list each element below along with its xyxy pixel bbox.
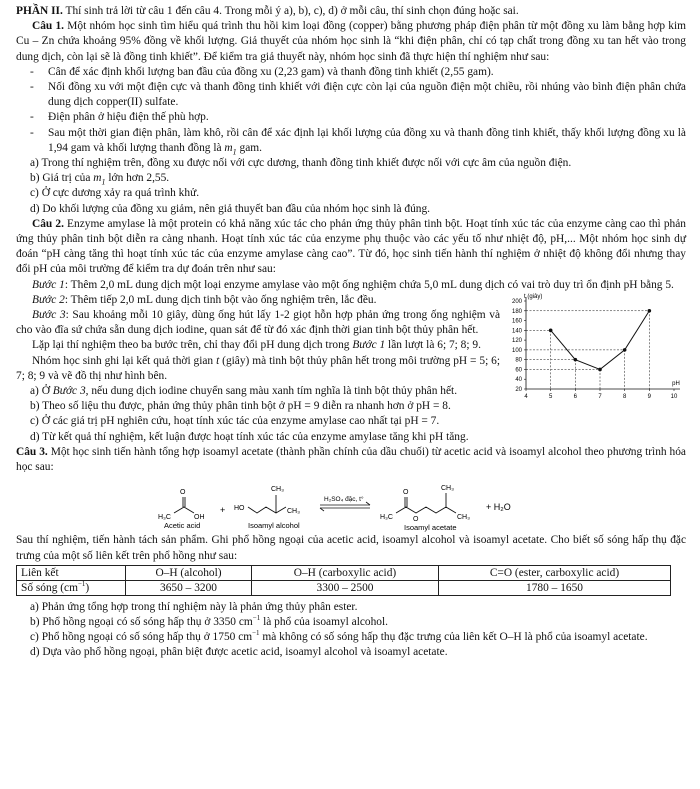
table-header: O–H (carboxylic acid) <box>251 565 438 580</box>
x-axis-label: pH <box>672 380 680 387</box>
x-tick-label: 4 <box>524 393 528 400</box>
acetic-oh: OH <box>194 514 205 522</box>
x-tick-label: 7 <box>598 393 602 400</box>
q1-step: - Điện phân ở hiệu điện thế phù hợp. <box>16 110 686 125</box>
plus-sign: + <box>220 505 226 516</box>
q2-step2: Bước 2: Thêm tiếp 2,0 mL dung dịch tinh bột vào ống nghiệm trên, lắc đều. <box>32 293 377 306</box>
alcohol-ch3-end: CH₃ <box>287 508 300 516</box>
acetic-o: O <box>180 489 186 497</box>
q3-stem: Câu 3. Một học sinh tiến hành tổng hợp isoamyl acetate (thành phần chính của dầu chuối) từ acetic acid và isoamyl alcohol theo phương trình hóa học sau: <box>16 445 686 474</box>
y-tick-label: 60 <box>515 367 522 374</box>
q1-step: - Nối đồng xu với một điện cực và thanh đồng tinh khiết với điện cực còn lại của nguồn điện một chiều, rồi nhúng vào bình điện phân chứa dung dịch copper(II) sulfate. <box>16 80 686 110</box>
y-tick-label: 20 <box>515 386 522 393</box>
data-point <box>623 348 627 352</box>
table-row <box>17 565 671 580</box>
x-tick-label: 6 <box>573 393 578 400</box>
acetate-o-top: O <box>403 489 409 497</box>
y-axis-label: t (giây) <box>524 293 543 300</box>
part2-title: PHẦN II. <box>16 5 63 17</box>
q2-option-b: b) Theo số liệu thu được, phản ứng thủy phân tinh bột ở pH = 9 diễn ra nhanh hơn ở pH = 8. <box>30 400 451 413</box>
q2-step3: Bước 3: Sau khoảng mỗi 10 giây, dùng ống hút lấy 1-2 giọt hỗn hợp phản ứng trong ống nghiệm và cho vào đĩa sứ chứa sẵn dung dịch iodine, quan sát để từ đó xác định thời gian tinh bột thủy phân hết. <box>16 309 500 337</box>
exam-page <box>16 4 686 661</box>
table-cell: 3650 – 3200 <box>126 580 252 595</box>
y-tick-label: 140 <box>511 328 522 335</box>
series-line <box>551 311 650 370</box>
q3-option-b: b) Phổ hồng ngoại có số sóng hấp thụ ở 3350 $cm^{-1}$ là phổ của isoamyl alcohol. <box>30 614 389 628</box>
y-tick-label: 120 <box>511 337 522 344</box>
q1-step: - Sau một thời gian điện phân, làm khô, rồi cân để xác định lại khối lượng của đồng xu và thanh đồng tinh khiết, thấy khối lượng đồng xu là 1,94 gam và khối lượng thanh đồng là $m_1$ gam. <box>16 126 686 156</box>
x-tick-label: 9 <box>647 393 652 400</box>
q1-option-b: b) Giá trị của $m_1$ lớn hơn 2,55. <box>30 172 170 187</box>
y-tick-label: 40 <box>515 377 522 384</box>
catalyst-label: H₂SO₄ đặc, t° <box>324 496 364 504</box>
ir-table <box>16 565 671 596</box>
table-header: O–H (alcohol) <box>126 565 252 580</box>
q2-option-a: a) Ở Bước 3, nếu dung dịch iodine chuyển sang màu xanh tím nghĩa là tinh bột thủy phân hết. <box>30 385 458 398</box>
reaction-scheme-svg <box>156 477 556 533</box>
reaction-scheme <box>16 477 686 533</box>
isoamyl-alcohol-structure <box>248 495 286 513</box>
table-row <box>17 580 671 595</box>
water-product: + H₂O <box>486 502 511 513</box>
q1-steps <box>16 65 686 156</box>
q3-option-a: a) Phản ứng tổng hợp trong thí nghiệm này là phản ứng thủy phân ester. <box>30 600 358 613</box>
isoamyl-acetate-label: Isoamyl acetate <box>404 523 457 533</box>
q1-option-d: d) Do khối lượng của đồng xu giảm, nên giả thuyết ban đầu của nhóm học sinh là đúng. <box>30 202 431 215</box>
y-tick-label: 200 <box>511 298 522 305</box>
data-point <box>574 358 578 362</box>
q1-option-c: c) Ở cực dương xảy ra quá trình khử. <box>30 187 200 200</box>
q1-stem: Câu 1. Một nhóm học sinh tìm hiểu quá trình thu hồi kim loại đồng (copper) bằng phương pháp điện phân từ một đồng xu làm bằng hợp kim Cu – Zn chứa khoảng 95% đồng về khối lượng. Giả thuyết của nhóm học sinh là “khi điện phân, chỉ có tạp chất trong đồng xu tan hết vào trong dung dịch, còn lại sẽ là đồng tinh khiết”. Để kiểm tra giả thuyết này, nhóm học sinh đã thực hiện thí nghiệm như sau: <box>16 20 686 63</box>
table-cell: Số sóng $(cm^{-1})$ <box>17 580 126 595</box>
table-cell: 1780 – 1650 <box>438 580 670 595</box>
acetate-ch3-top: CH₃ <box>441 485 454 493</box>
q2-stem: Câu 2. Enzyme amylase là một protein có khả năng xúc tác cho phản ứng thủy phân tinh bột. Hoạt tính xúc tác của enzyme càng cao thì phản ứng thủy phân tinh bột diễn ra càng nhanh. Hoạt tính xúc tác của enzyme phụ thuộc vào các yếu tố như nhiệt độ, pH,... Một nhóm học sinh dự đoán “pH càng tăng thì hoạt tính xúc tác của enzyme amylase càng cao”. Từ đó, học sinh tiến hành thí nghiệm ở nhiệt độ không đổi nhưng thay đổi pH của môi trường để kiểm tra dự đoán trên như sau: <box>16 217 686 276</box>
data-point <box>598 368 602 372</box>
alcohol-ch3-top: CH₃ <box>271 486 284 494</box>
q3-after: Sau thí nghiệm, tiến hành tách sản phẩm. Ghi phổ hồng ngoại của acetic acid, isoamyl alcohol và isoamyl acetate. Cho biết số sóng hấp thụ đặc trưng của một số liên kết trên phổ hồng như sau: <box>16 534 686 562</box>
acetic-h3c: H₃C <box>158 514 171 522</box>
table-header: Liên kết <box>17 565 126 580</box>
q2-repeat: Lặp lại thí nghiệm theo ba bước trên, chỉ thay đổi pH dung dịch trong Bước 1 lần lượt là 6; 7; 8; 9. <box>32 339 481 352</box>
y-tick-label: 160 <box>511 318 522 325</box>
q1-step: - Cân để xác định khối lượng ban đầu của đồng xu (2,23 gam) và thanh đồng tinh khiết (2,55 gam). <box>16 65 686 80</box>
acetate-o: O <box>413 516 419 524</box>
q3-option-d: d) Dựa vào phổ hồng ngoại, phân biệt được acetic acid, isoamyl alcohol và isoamyl acetate. <box>30 646 448 659</box>
y-tick-label: 180 <box>511 308 522 315</box>
q1-option-a: a) Trong thí nghiệm trên, đồng xu được nối với cực dương, thanh đồng tinh khiết được nối với cực âm của nguồn điện. <box>30 157 572 170</box>
data-point <box>549 328 553 332</box>
x-tick-label: 8 <box>622 393 627 400</box>
equilibrium-arrow <box>320 502 370 511</box>
x-tick-label: 5 <box>548 393 553 400</box>
table-header: C=O (ester, carboxylic acid) <box>438 565 670 580</box>
acetate-ch3-end: CH₃ <box>457 514 470 522</box>
x-tick-label: 10 <box>670 393 678 400</box>
q3-option-c: c) Phổ hồng ngoại có số sóng hấp thụ ở 1750 $cm^{-1}$ mà không có số sóng hấp thụ đặc trưng của liên kết O–H là phổ của isoamyl acetate. <box>30 629 648 644</box>
acetic-acid-structure <box>174 497 194 513</box>
q2-option-d: d) Từ kết quả thí nghiệm, kết luận được hoạt tính xúc tác của enzyme amylase tăng khi pH tăng. <box>30 430 469 443</box>
y-tick-label: 100 <box>511 347 522 354</box>
isoamyl-acetate-structure <box>396 493 456 513</box>
isoamyl-alcohol-label: Isoamyl alcohol <box>248 521 300 531</box>
part2-intro: PHẦN II. Thí sinh trả lời từ câu 1 đến câu 4. Trong mỗi ý a), b), c), d) ở mỗi câu, thí sinh chọn đúng hoặc sai. <box>16 5 519 17</box>
data-point <box>648 309 652 313</box>
acetate-h3c: H₃C <box>380 514 393 522</box>
acetic-acid-label: Acetic acid <box>164 521 201 531</box>
ph-time-chart <box>506 293 686 405</box>
q2-option-c: c) Ở các giá trị pH nghiên cứu, hoạt tính xúc tác của enzyme amylase cao nhất tại pH = 7. <box>30 415 440 428</box>
q2-result: Nhóm học sinh ghi lại kết quả thời gian t (giây) mà tinh bột thủy phân hết trong môi trường pH = 5; 6; 7; 8; 9 và vẽ đồ thị như hình bên. <box>16 354 501 382</box>
table-cell: 3300 – 2500 <box>251 580 438 595</box>
y-tick-label: 80 <box>515 357 522 364</box>
q2-step1: Bước 1: Thêm 2,0 mL dung dịch một loại enzyme amylase vào một ống nghiệm chứa 5,0 mL dung dịch có vai trò duy trì ổn định pH bằng 5. <box>32 278 674 291</box>
alcohol-ho: HO <box>234 505 245 513</box>
